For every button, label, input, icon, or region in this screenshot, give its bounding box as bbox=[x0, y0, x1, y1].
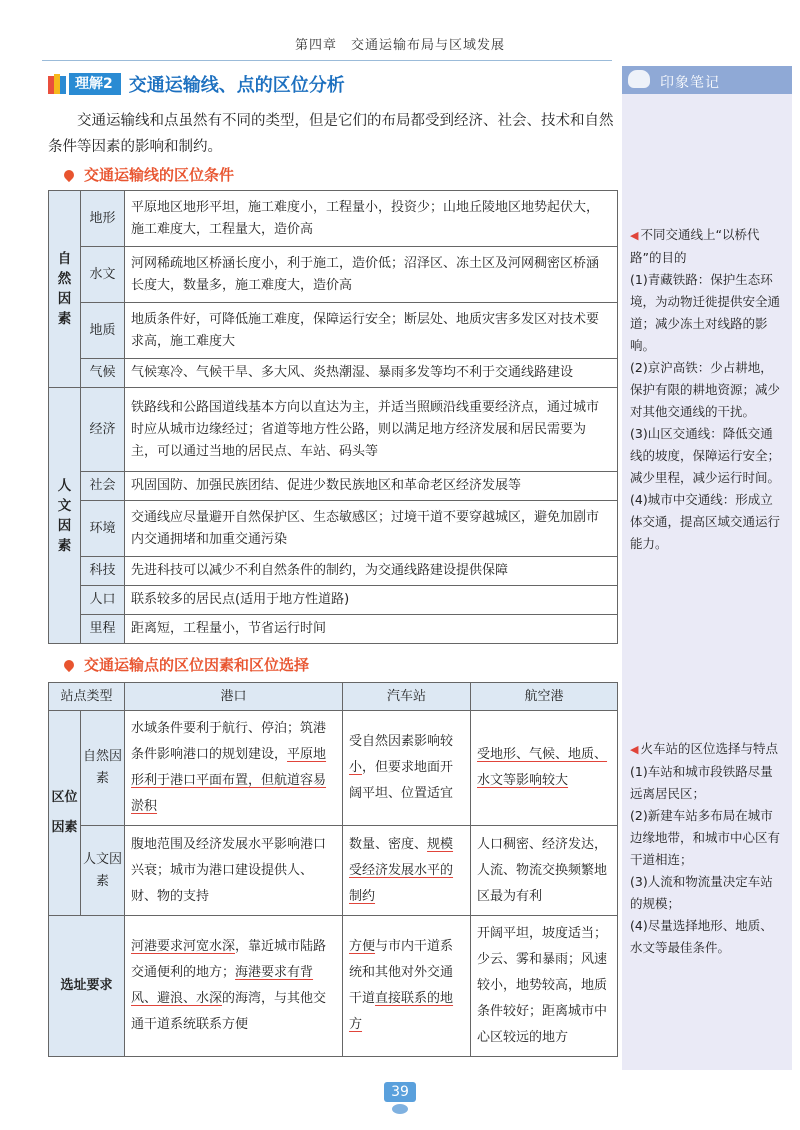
table-row bbox=[49, 472, 618, 501]
elephant-icon bbox=[628, 70, 650, 88]
desc-cell: 平原地区地形平坦，施工难度小，工程量小，投资少；山地丘陵地区地势起伏大，施工难度大，工程量大，造价高 bbox=[125, 191, 618, 247]
airport-human-cell: 人口稠密、经济发达，人流、物流交换频繁地区最为有利 bbox=[471, 826, 618, 916]
table-row bbox=[49, 557, 618, 586]
line-conditions-table bbox=[48, 190, 618, 644]
line-section-heading bbox=[64, 164, 234, 185]
airport-natural-cell: 受地形、气候、地质、水文等影响较大 bbox=[471, 711, 618, 826]
desc-cell: 地质条件好，可降低施工难度，保障运行安全；断层处、地质灾害多发区对技术要求高，施工难度大 bbox=[125, 303, 618, 359]
header-type: 站点类型 bbox=[49, 683, 125, 711]
category-cell: 区位因素 bbox=[49, 711, 81, 916]
note-heading: ◀ 火车站的区位选择与特点 bbox=[630, 741, 778, 756]
chapter-title: 第四章 交通运输布局与区域发展 bbox=[294, 38, 505, 53]
table-row bbox=[49, 388, 618, 472]
factor-cell: 地形 bbox=[81, 191, 125, 247]
factor-cell: 科技 bbox=[81, 557, 125, 586]
triangle-icon: ◀ bbox=[630, 229, 639, 242]
bus-site-cell: 方便与市内干道系统和其他对外交通干道直接联系的地方 bbox=[343, 916, 471, 1057]
bullet-icon bbox=[62, 657, 76, 671]
header-port: 港口 bbox=[125, 683, 343, 711]
desc-cell: 河网稀疏地区桥涵长度小，利于施工，造价低；沼泽区、冻土区及河网稠密区桥涵长度大，数量多，施工难度大，造价高 bbox=[125, 247, 618, 303]
table-row bbox=[49, 826, 618, 916]
factor-cell: 自然因素 bbox=[81, 711, 125, 826]
table-row bbox=[49, 247, 618, 303]
table-row bbox=[49, 711, 618, 826]
port-site-cell: 河港要求河宽水深，靠近城市陆路交通便利的地方；海港要求有背风、避浪、水深的海湾，与其他交通干道系统联系方便 bbox=[125, 916, 343, 1057]
factor-cell: 里程 bbox=[81, 615, 125, 644]
bus-natural-cell: 受自然因素影响较小，但要求地面开阔平坦、位置适宜 bbox=[343, 711, 471, 826]
desc-cell: 交通线应尽量避开自然保护区、生态敏感区；过境干道不要穿越城区，避免加剧市内交通拥堵和加重交通污染 bbox=[125, 501, 618, 557]
bus-human-cell: 数量、密度、规模受经济发展水平的制约 bbox=[343, 826, 471, 916]
table-row bbox=[49, 916, 618, 1057]
table-row bbox=[49, 191, 618, 247]
note-item: (3)山区交通线：降低交通线的坡度，保障运行安全；减少里程，减少运行时间。 bbox=[630, 426, 781, 485]
header-airport: 航空港 bbox=[471, 683, 618, 711]
factor-cell: 人文因素 bbox=[81, 826, 125, 916]
intro-paragraph: 交通运输线和点虽然有不同的类型，但是它们的布局都受到经济、社会、技术和自然条件等因素的影响和制约。 bbox=[48, 113, 614, 155]
header-bus: 汽车站 bbox=[343, 683, 471, 711]
section-title: 交通运输线、点的区位分析 bbox=[128, 75, 345, 96]
factor-cell: 气候 bbox=[81, 359, 125, 388]
factor-cell: 地质 bbox=[81, 303, 125, 359]
site-label-cell: 选址要求 bbox=[49, 916, 125, 1057]
table-row bbox=[49, 359, 618, 388]
factor-cell: 人口 bbox=[81, 586, 125, 615]
bird-icon bbox=[392, 1104, 408, 1114]
desc-cell: 铁路线和公路国道线基本方向以直达为主，并适当照顾沿线重要经济点，通过城市时应从城市边缘经过；省道等地方性公路，则以满足地方经济发展和居民需要为主，可以通过当地的居民点、车站、码头等 bbox=[125, 388, 618, 472]
point-section-heading bbox=[64, 654, 309, 675]
desc-cell: 距离短，工程量小，节省运行时间 bbox=[125, 615, 618, 644]
port-human-cell: 腹地范围及经济发展水平影响港口兴衰；城市为港口建设提供人、财、物的支持 bbox=[125, 826, 343, 916]
desc-cell: 巩固国防、加强民族团结、促进少数民族地区和革命老区经济发展等 bbox=[125, 472, 618, 501]
factor-cell: 环境 bbox=[81, 501, 125, 557]
note-item: (2)新建车站多布局在城市边缘地带，和城市中心区有干道相连； bbox=[630, 808, 781, 867]
table-row bbox=[49, 586, 618, 615]
point-section-title: 交通运输点的区位因素和区位选择 bbox=[84, 656, 310, 674]
note-title: 印象笔记 bbox=[660, 75, 720, 91]
port-natural-cell: 水域条件要利于航行、停泊；筑港条件影响港口的规划建设，平原地形利于港口平面布置，但航道容易淤积 bbox=[125, 711, 343, 826]
point-factors-table bbox=[48, 682, 618, 1057]
desc-cell: 先进科技可以减少不利自然条件的制约，为交通线路建设提供保障 bbox=[125, 557, 618, 586]
factor-cell: 经济 bbox=[81, 388, 125, 472]
header-divider bbox=[42, 60, 612, 61]
note-item: (1)车站和城市段铁路尽量远离居民区； bbox=[630, 764, 773, 801]
note-block-bridges bbox=[630, 224, 785, 555]
note-item: (1)青藏铁路：保护生态环境，为动物迁徙提供安全通道；减少冻土对线路的影响。 bbox=[630, 272, 781, 353]
triangle-icon: ◀ bbox=[630, 743, 639, 756]
book-icon bbox=[48, 74, 66, 94]
bullet-icon bbox=[62, 167, 76, 181]
page-number: 39 bbox=[384, 1082, 416, 1102]
note-item: (3)人流和物流量决定车站的规模； bbox=[630, 874, 773, 911]
factor-cell: 水文 bbox=[81, 247, 125, 303]
note-item: (4)城市中交通线：形成立体交通，提高区域交通运行能力。 bbox=[630, 492, 781, 551]
note-item: (2)京沪高铁：少占耕地，保护有限的耕地资源；减少对其他交通线的干扰。 bbox=[630, 360, 781, 419]
category-cell: 人文因素 bbox=[49, 388, 81, 644]
section-badge: 理解2 bbox=[69, 73, 121, 95]
desc-cell: 气候寒冷、气候干旱、多大风、炎热潮湿、暴雨多发等均不利于交通线路建设 bbox=[125, 359, 618, 388]
table-row bbox=[49, 501, 618, 557]
category-cell: 自然因素 bbox=[49, 191, 81, 388]
table-row bbox=[49, 615, 618, 644]
section-heading bbox=[48, 72, 345, 96]
note-heading: ◀ 不同交通线上“以桥代路”的目的 bbox=[630, 227, 760, 265]
table-header-row bbox=[49, 683, 618, 711]
desc-cell: 联系较多的居民点(适用于地方性道路) bbox=[125, 586, 618, 615]
airport-site-cell: 开阔平坦，坡度适当；少云、雾和暴雨；风速较小，地势较高，地质条件较好；距离城市中心区较远的地方 bbox=[471, 916, 618, 1057]
table-row bbox=[49, 303, 618, 359]
note-item: (4)尽量选择地形、地质、水文等最佳条件。 bbox=[630, 918, 773, 955]
line-section-title: 交通运输线的区位条件 bbox=[84, 166, 235, 184]
note-block-station bbox=[630, 738, 785, 959]
factor-cell: 社会 bbox=[81, 472, 125, 501]
